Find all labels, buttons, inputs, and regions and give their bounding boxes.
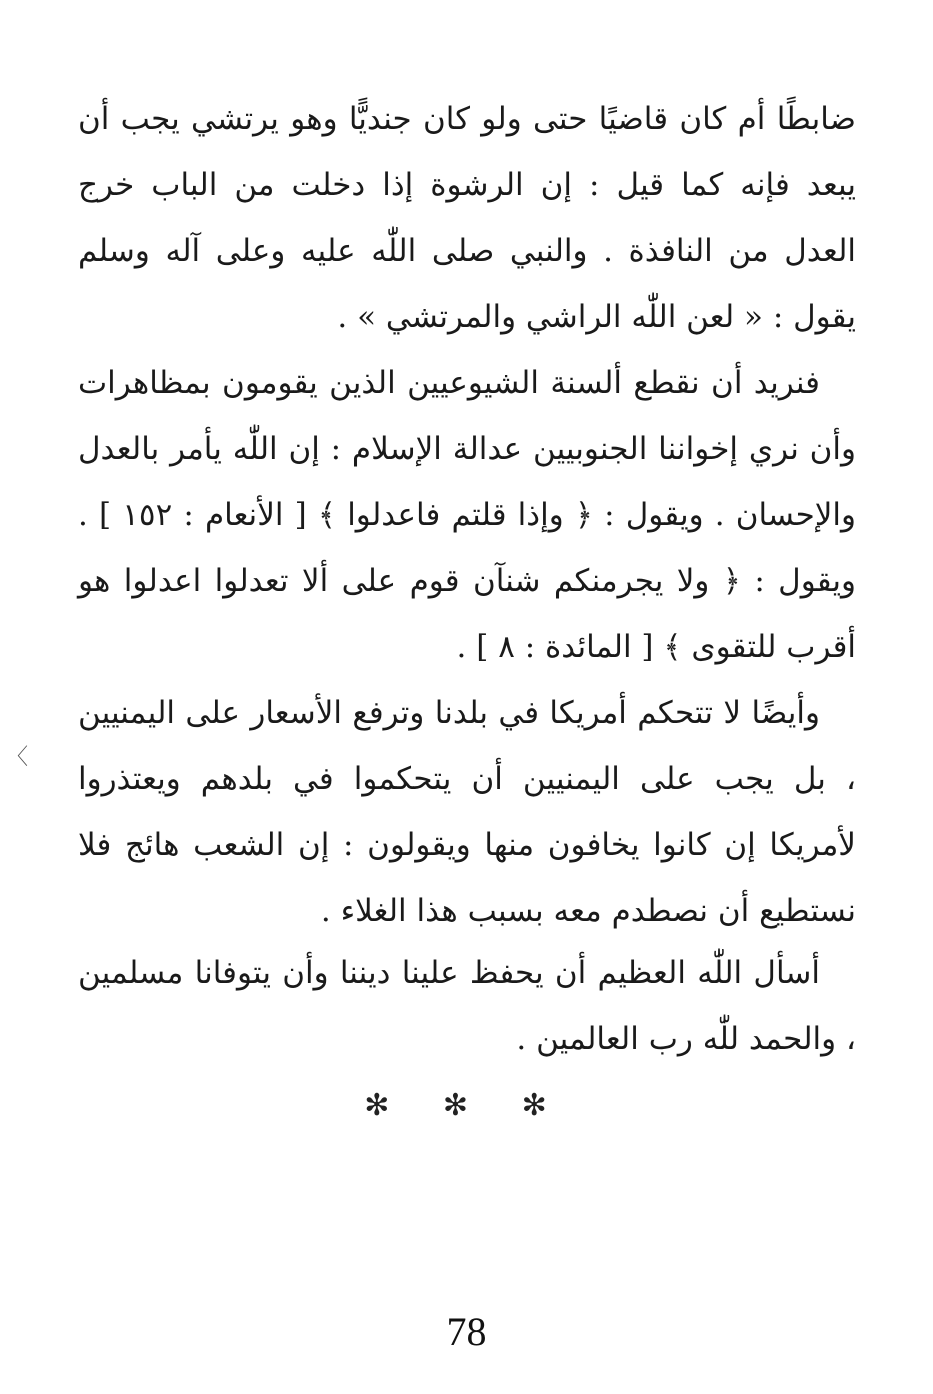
paragraph-text: فنريد أن نقطع ألسنة الشيوعيين الذين يقومون بمظاهرات وأن نري إخواننا الجنوبيين عدالة الإسلام : إن اللّٰه يأمر بالعدل والإحسان . ويقول : ﴿ وإذا قلتم فاعدلوا ﴾ [ الأنعام : ١٥٢ ] . ويقول : ﴿ ولا يجرمنكم شنآن قوم على ألا تعدلوا اعدلوا هو أقرب للتقوى ﴾ [ المائدة : ٨ ] . <box>78 365 857 665</box>
margin-bracket-mark: 〈 <box>6 745 29 770</box>
section-separator-stars: ✻ ✻ ✻ <box>364 1088 569 1123</box>
paragraph-bribery <box>78 86 856 350</box>
page-number: 78 <box>446 1309 487 1354</box>
paragraph-closing-prayer <box>78 940 856 1072</box>
paragraph-america <box>78 680 856 944</box>
paragraph-text: أسأل اللّٰه العظيم أن يحفظ علينا ديننا وأن يتوفانا مسلمين ، والحمد للّٰه رب العالمين . <box>78 955 856 1057</box>
paragraph-text: ضابطًا أم كان قاضيًا حتى ولو كان جنديًّا وهو يرتشي يجب أن يبعد فإنه كما قيل : إن الرشوة إذا دخلت من الباب خرج العدل من النافذة . والنبي صلى اللّٰه عليه وعلى آله وسلم يقول : « لعن اللّٰه الراشي والمرتشي » . <box>78 101 856 335</box>
paragraph-justice <box>78 350 856 680</box>
paragraph-text: وأيضًا لا تتحكم أمريكا في بلدنا وترفع الأسعار على اليمنيين ، بل يجب على اليمنيين أن يتحكموا في بلدهم ويعتذروا لأمريكا إن كانوا يخافون منها ويقولون : إن الشعب هائج فلا نستطيع أن نصطدم معه بسبب هذا الغلاء . <box>78 695 856 929</box>
